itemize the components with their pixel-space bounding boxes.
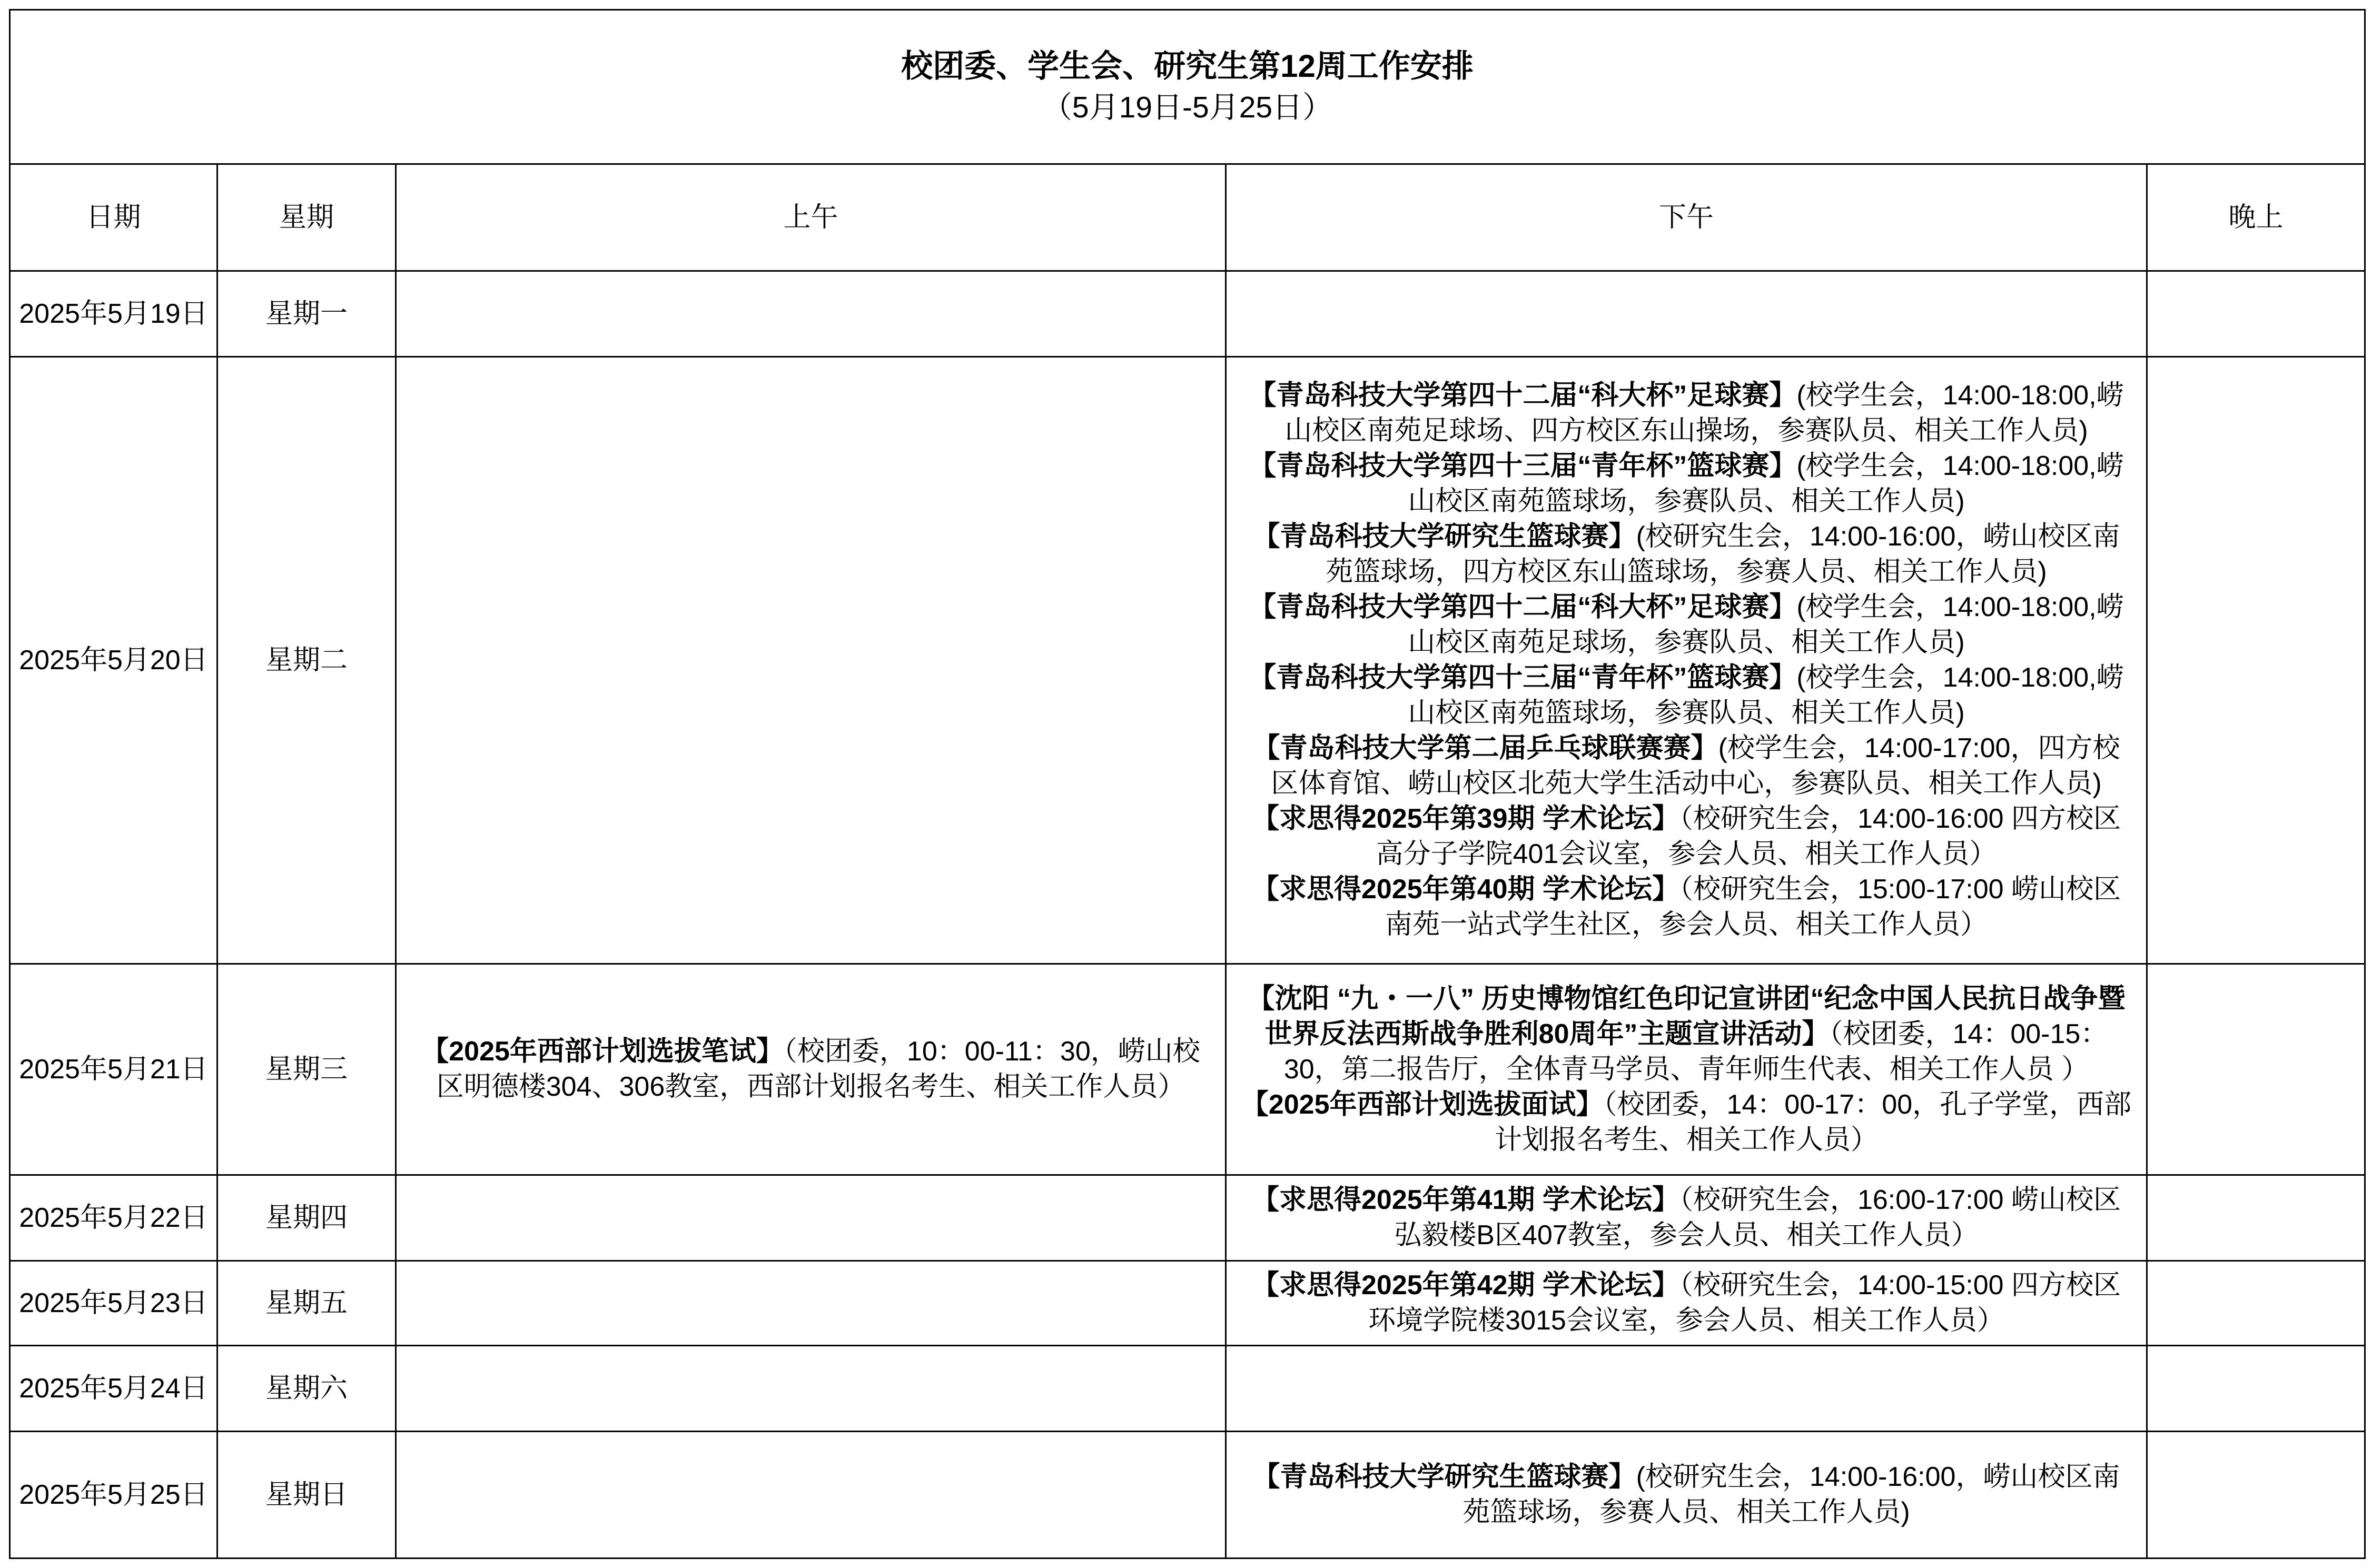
afternoon-cell <box>1227 1176 2146 1260</box>
event-detail: （校团委，14：00-15：30，第二报告厅，全体青马学员、青年师生代表、相关工作人员 ） <box>1283 1018 2108 1085</box>
schedule-event <box>1239 872 2133 942</box>
morning-cell <box>397 1176 1225 1260</box>
afternoon-cell <box>1227 272 2146 356</box>
schedule-event <box>1239 519 2133 590</box>
header-morning: 上午 <box>397 165 1225 270</box>
header-weekday: 星期 <box>218 165 395 270</box>
event-detail: (校学生会，14:00-17:00，四方校区体育馆、崂山校区北苑大学生活动中心，参赛队员、相关工作人员) <box>1271 733 2120 799</box>
morning-cell <box>397 1346 1225 1431</box>
morning-cell <box>397 1432 1225 1557</box>
schedule-event <box>1239 378 2133 449</box>
event-title: 【青岛科技大学研究生篮球赛】 <box>1252 1462 1636 1492</box>
evening-cell <box>2148 358 2364 963</box>
weekday-cell: 星期四 <box>218 1176 395 1260</box>
afternoon-cell <box>1227 1346 2146 1431</box>
date-cell: 2025年5月19日 <box>11 272 216 356</box>
event-detail: （校团委，14：00-17：00，孔子学堂，西部计划报名考生、相关工作人员） <box>1494 1089 2132 1155</box>
event-title: 【青岛科技大学第四十三届“青年杯”篮球赛】 <box>1249 451 1797 481</box>
evening-cell <box>2148 1432 2364 1557</box>
schedule-event <box>1239 1087 2133 1158</box>
afternoon-cell <box>1227 358 2146 963</box>
event-title: 【青岛科技大学第四十二届“科大杯”足球赛】 <box>1249 380 1797 411</box>
event-detail: (校研究生会，14:00-16:00，崂山校区南苑篮球场，四方校区东山篮球场，参赛人员、相关工作人员) <box>1326 521 2120 587</box>
date-cell: 2025年5月22日 <box>11 1176 216 1260</box>
evening-cell <box>2148 1346 2364 1431</box>
date-range-subtitle: （5月19日-5月25日） <box>1042 91 1333 124</box>
morning-cell <box>397 272 1225 356</box>
schedule-event <box>1239 449 2133 519</box>
event-detail: (校学生会，14:00-18:00,崂山校区南苑足球场、四方校区东山操场，参赛队员、相关工作人员) <box>1284 380 2124 446</box>
schedule-event <box>1239 1268 2133 1338</box>
weekday-cell: 星期五 <box>218 1262 395 1345</box>
date-cell: 2025年5月24日 <box>11 1346 216 1431</box>
afternoon-cell <box>1227 1262 2146 1345</box>
header-date: 日期 <box>11 165 216 270</box>
event-title: 【求思得2025年第40期 学术论坛】 <box>1252 874 1679 905</box>
event-detail: （校研究生会，14:00-16:00 四方校区高分子学院401会议室，参会人员、相关工作人员） <box>1376 803 2121 869</box>
event-title: 【2025年西部计划选拔面试】 <box>1241 1089 1604 1120</box>
event-title: 【求思得2025年第41期 学术论坛】 <box>1252 1185 1679 1215</box>
morning-cell <box>397 358 1225 963</box>
event-title: 【青岛科技大学第四十三届“青年杯”篮球赛】 <box>1249 662 1797 693</box>
event-detail: （校研究生会，14:00-15:00 四方校区环境学院楼3015会议室，参会人员、相关工作人员） <box>1368 1270 2121 1336</box>
afternoon-cell <box>1227 1432 2146 1557</box>
page-title: 校团委、学生会、研究生第12周工作安排 <box>901 48 1474 84</box>
event-title: 【2025年西部计划选拔笔试】 <box>421 1036 784 1067</box>
weekday-cell: 星期一 <box>218 272 395 356</box>
event-title: 【青岛科技大学第四十二届“科大杯”足球赛】 <box>1249 592 1797 622</box>
weekday-cell: 星期三 <box>218 965 395 1174</box>
event-title: 【沈阳 “九・一八” 历史博物馆红色印记宣讲团“纪念中国人民抗日战争暨世界反法西斯战争胜利80周年”主题宣讲活动】 <box>1247 983 2126 1049</box>
event-title: 【青岛科技大学研究生篮球赛】 <box>1252 521 1636 552</box>
evening-cell <box>2148 965 2364 1174</box>
weekday-cell: 星期六 <box>218 1346 395 1431</box>
evening-cell <box>2148 1176 2364 1260</box>
schedule-event <box>1239 660 2133 731</box>
morning-cell <box>397 965 1225 1174</box>
schedule-event <box>420 1034 1202 1105</box>
event-detail: (校学生会，14:00-18:00,崂山校区南苑篮球场，参赛队员、相关工作人员) <box>1408 451 2124 517</box>
morning-cell <box>397 1262 1225 1345</box>
schedule-table <box>9 9 2366 1559</box>
schedule-event <box>1239 981 2133 1087</box>
date-cell: 2025年5月20日 <box>11 358 216 963</box>
schedule-event <box>1239 731 2133 801</box>
event-detail: （校研究生会，15:00-17:00 崂山校区南苑一站式学生社区，参会人员、相关工作人员） <box>1385 874 2121 940</box>
evening-cell <box>2148 272 2364 356</box>
table-title-cell <box>11 11 2364 163</box>
schedule-event <box>1239 590 2133 660</box>
weekday-cell: 星期日 <box>218 1432 395 1557</box>
event-detail: (校学生会，14:00-18:00,崂山校区南苑篮球场，参赛队员、相关工作人员) <box>1408 662 2124 728</box>
evening-cell <box>2148 1262 2364 1345</box>
header-afternoon: 下午 <box>1227 165 2146 270</box>
afternoon-cell <box>1227 965 2146 1174</box>
header-evening: 晚上 <box>2148 165 2364 270</box>
event-title: 【求思得2025年第39期 学术论坛】 <box>1252 803 1679 834</box>
event-detail: (校研究生会，14:00-16:00，崂山校区南苑篮球场，参赛人员、相关工作人员) <box>1462 1462 2120 1527</box>
event-title: 【青岛科技大学第二届乒乓球联赛赛】 <box>1252 733 1718 763</box>
date-cell: 2025年5月21日 <box>11 965 216 1174</box>
event-detail: （校研究生会，16:00-17:00 崂山校区弘毅楼B区407教室，参会人员、相关工作人员） <box>1394 1185 2121 1251</box>
schedule-event <box>1239 1183 2133 1253</box>
schedule-event <box>1239 1460 2133 1530</box>
event-title: 【求思得2025年第42期 学术论坛】 <box>1252 1270 1679 1301</box>
schedule-event <box>1239 801 2133 872</box>
date-cell: 2025年5月23日 <box>11 1262 216 1345</box>
weekday-cell: 星期二 <box>218 358 395 963</box>
date-cell: 2025年5月25日 <box>11 1432 216 1557</box>
event-detail: (校学生会，14:00-18:00,崂山校区南苑足球场，参赛队员、相关工作人员) <box>1408 592 2124 658</box>
event-detail: （校团委，10：00-11：30，崂山校区明德楼304、306教室，西部计划报名考生、相关工作人员） <box>436 1036 1200 1102</box>
